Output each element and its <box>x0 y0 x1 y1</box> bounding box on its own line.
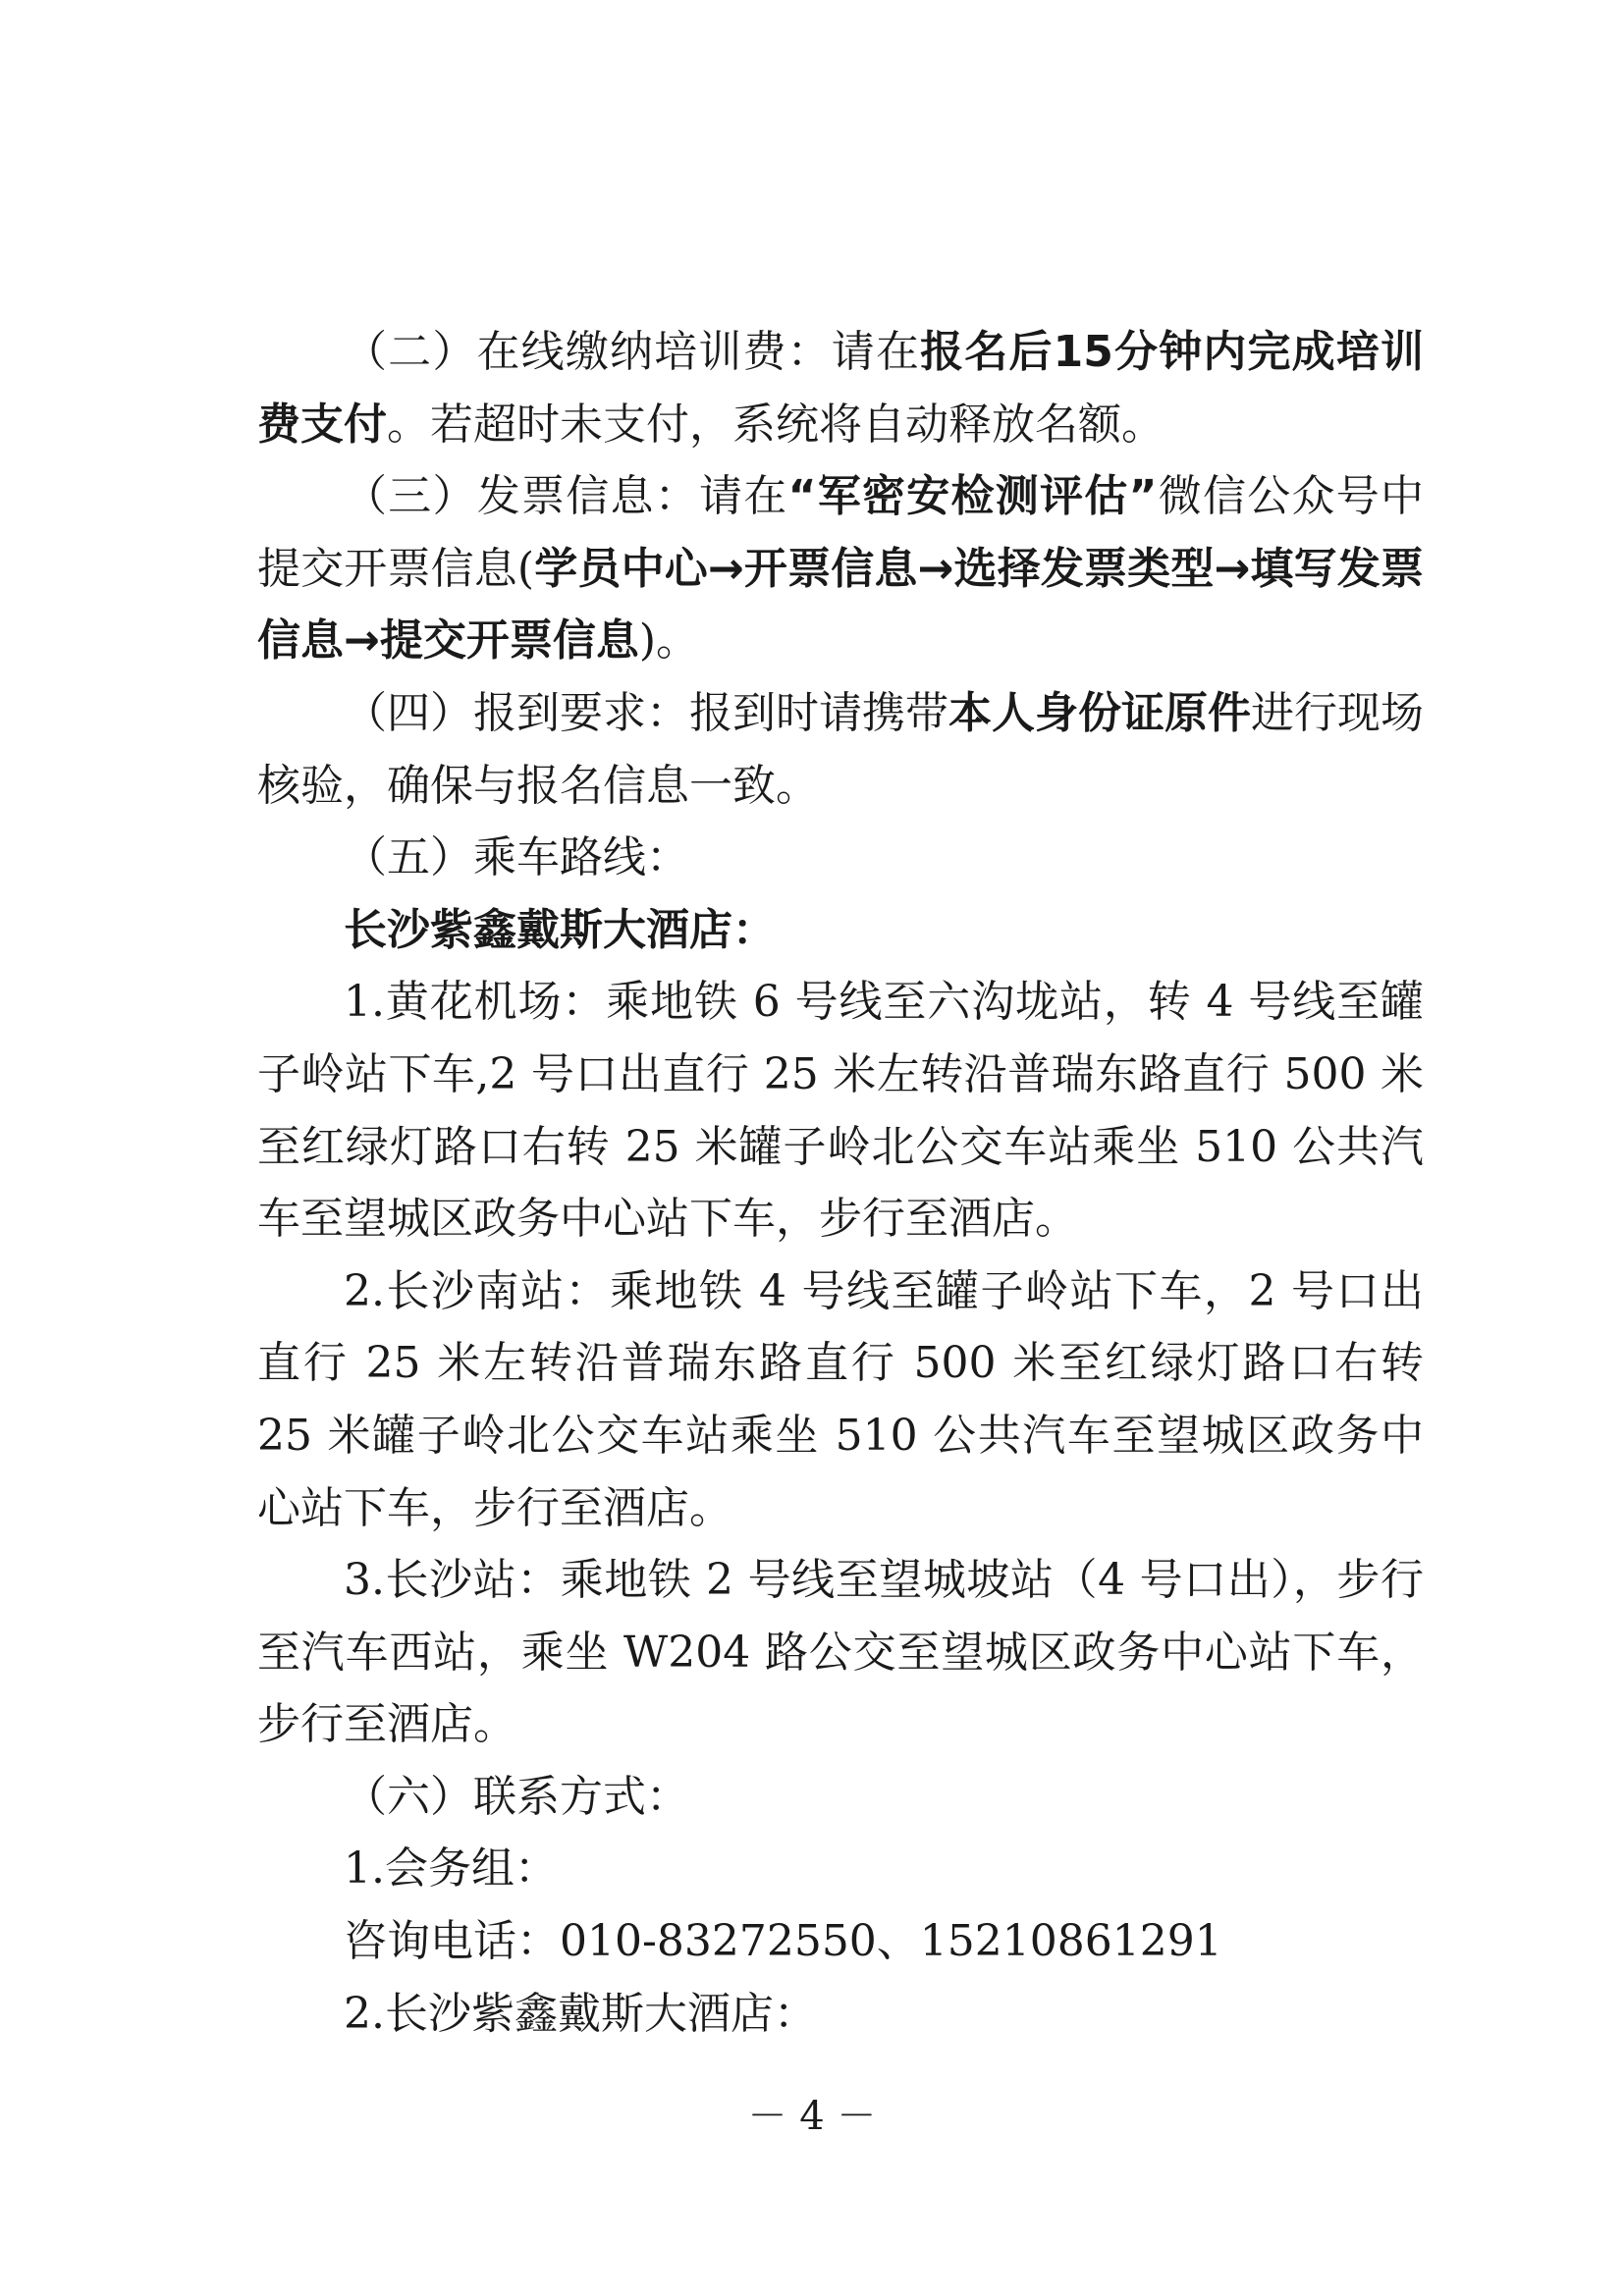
contact-heading: （六）联系方式： <box>344 1771 689 1822</box>
checkin-tail: 进行现场核验，确保与报名信息一致。 <box>257 687 1424 811</box>
route-item-south-station: 2.长沙南站：乘地铁 4 号线至罐子岭站下车，2 号口出直行 25 米左转沿普瑞东路直行 500 米至红绿灯路口右转 25 米罐子岭北公交车站乘坐 510 公共汽车至望城区政务中心站下车，步行至酒店。 <box>257 1265 1424 1533</box>
contact-group-meeting: 1.会务组： <box>344 1843 558 1895</box>
invoice-tail: )。 <box>638 615 700 667</box>
route-heading: （五）乘车路线： <box>344 832 689 883</box>
invoice-paragraph <box>257 460 1424 677</box>
id-card-emphasis: 本人身份证原件 <box>948 687 1251 738</box>
contact-group-hotel: 2.长沙紫鑫戴斯大酒店： <box>344 1988 817 2039</box>
invoice-steps-emphasis: 学员中心→开票信息→选择发票类型→填写发票信息→提交开票信息 <box>257 543 1424 667</box>
document-body <box>257 316 1424 2050</box>
payment-tail: 。若超时未支付，系统将自动释放名额。 <box>387 399 1164 450</box>
payment-label: （二）在线缴纳培训费：请在 <box>344 327 921 377</box>
route-item-changsha-station: 3.长沙站：乘地铁 2 号线至望城坡站（4 号口出），步行至汽车西站，乘坐 W204 路公交至望城区政务中心站下车，步行至酒店。 <box>257 1555 1424 1750</box>
page-number: － 4 － <box>747 2094 877 2139</box>
wechat-account-name: “军密安检测评估” <box>787 471 1158 522</box>
invoice-label: （三）发票信息：请在 <box>344 471 788 522</box>
checkin-paragraph <box>257 677 1424 822</box>
checkin-label: （四）报到要求：报到时请携带 <box>344 687 948 738</box>
hotel-name-heading: 长沙紫鑫戴斯大酒店： <box>344 904 776 955</box>
payment-deadline-emphasis: 报名后15分钟内完成培训费支付 <box>257 327 1425 450</box>
payment-paragraph <box>257 316 1424 460</box>
route-item-airport: 1.黄花机场：乘地铁 6 号线至六沟垅站，转 4 号线至罐子岭站下车,2 号口出直行 25 米左转沿普瑞东路直行 500 米至红绿灯路口右转 25 米罐子岭北公交车站乘坐 510 公共汽车至望城区政务中心站下车，步行至酒店。 <box>257 977 1424 1245</box>
contact-phone: 咨询电话：010-83272550、15210861291 <box>344 1916 1222 1967</box>
invoice-mid: 微信公众号中提交开票信息( <box>257 471 1425 594</box>
